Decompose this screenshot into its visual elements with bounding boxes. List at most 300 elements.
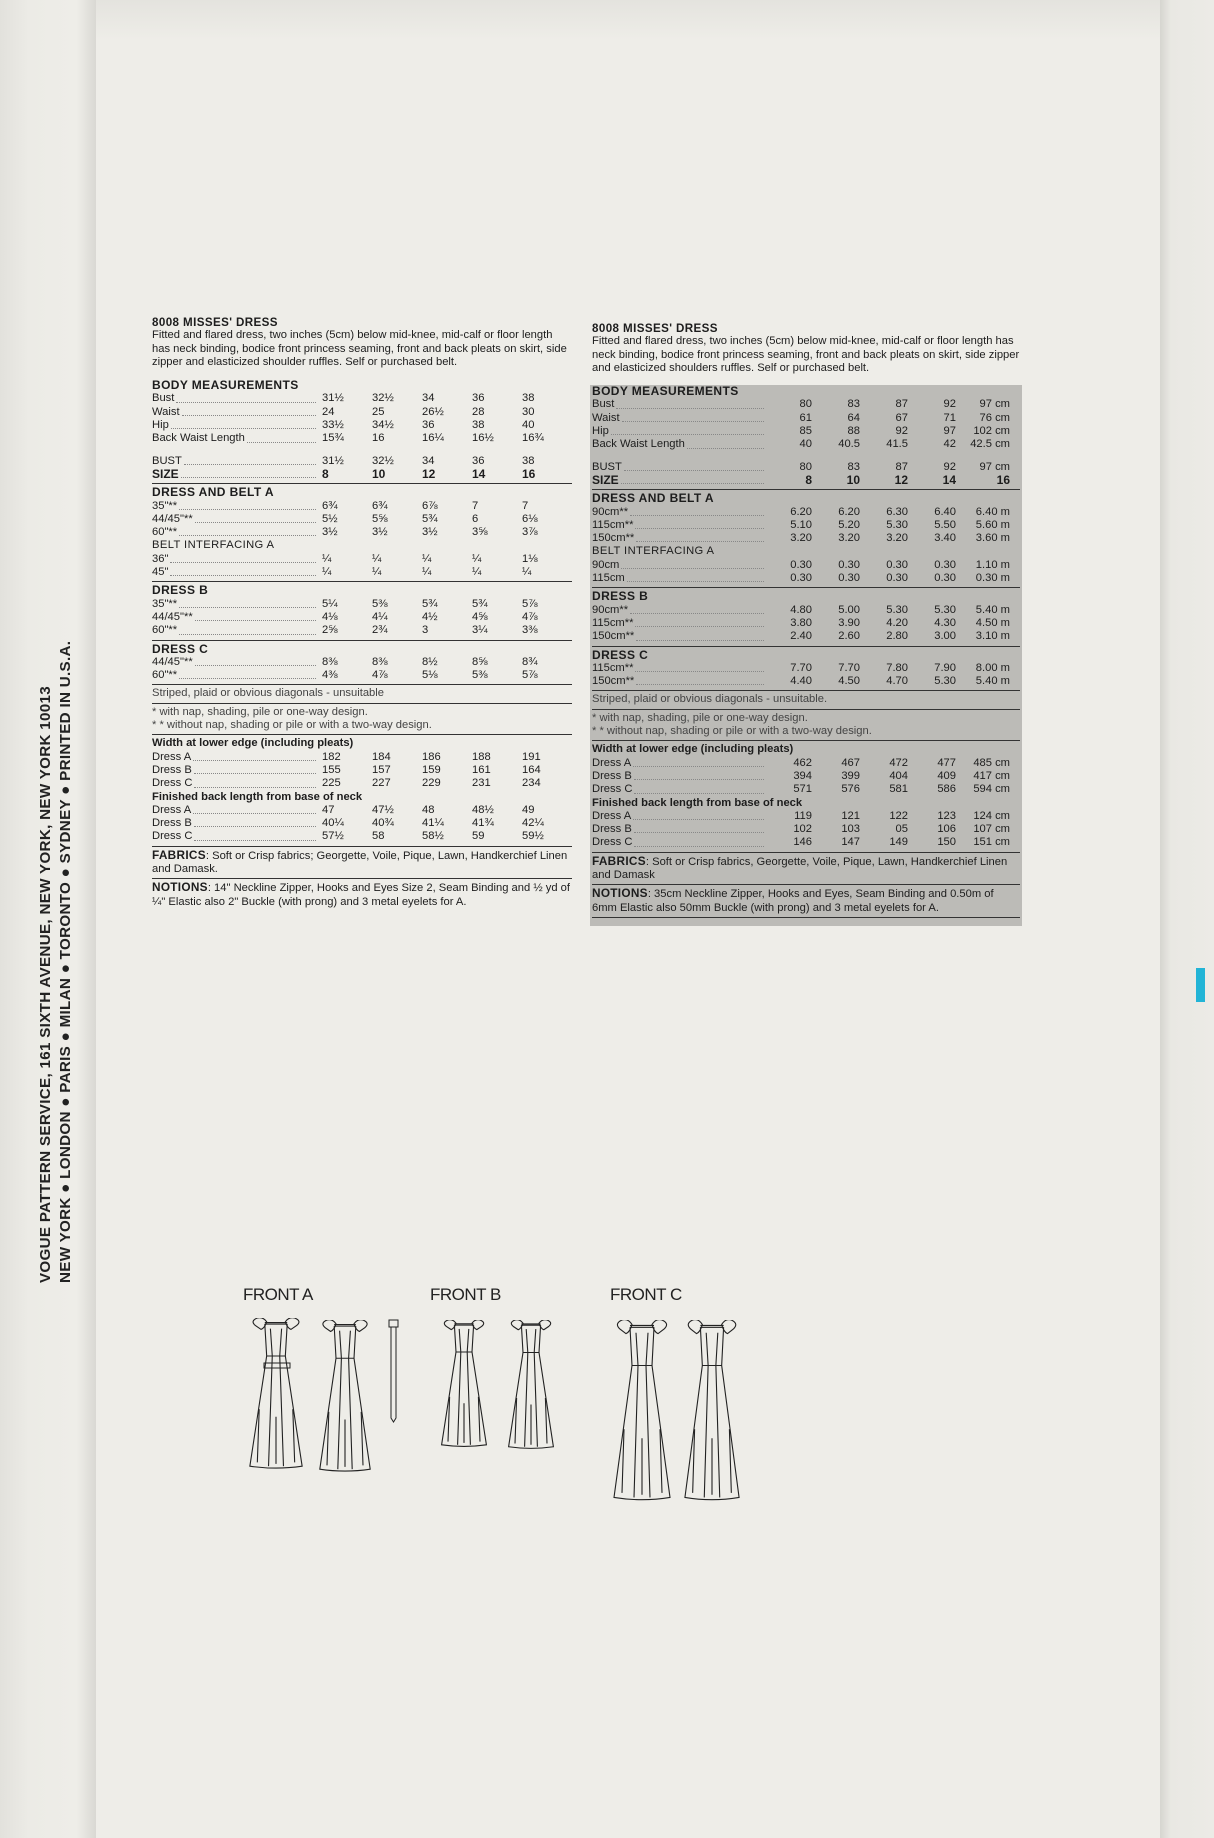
subsection-heading: Width at lower edge (including pleats) xyxy=(152,737,354,750)
row-value: 05 xyxy=(895,823,908,836)
row-value: 40¼ xyxy=(322,817,344,830)
row-label: Dress A xyxy=(592,757,770,770)
row-value: 0.30 xyxy=(838,558,860,571)
table-row xyxy=(152,513,572,526)
row-value: 394 xyxy=(793,769,812,782)
table-row xyxy=(592,675,1020,688)
divider xyxy=(592,489,1020,490)
row-value: 7 xyxy=(522,499,529,512)
row-value: 12 xyxy=(422,466,436,481)
table-row xyxy=(592,572,1020,585)
row-label: 150cm** xyxy=(592,532,770,545)
divider xyxy=(592,709,1020,710)
paragraph-lead: NOTIONS xyxy=(152,880,208,895)
row-value: 40¾ xyxy=(372,817,394,830)
row-value: 7.70 xyxy=(790,661,812,674)
divider xyxy=(592,646,1020,647)
table-row xyxy=(592,398,1020,411)
row-value: 5.40 m xyxy=(975,675,1010,688)
row-value: 157 xyxy=(372,763,391,776)
row-label: 150cm** xyxy=(592,675,770,688)
row-value: 58½ xyxy=(422,830,444,843)
row-value: 5⅜ xyxy=(372,597,388,610)
row-value: ¼ xyxy=(372,552,382,565)
row-label: 60"** xyxy=(152,669,322,682)
row-value: 67 xyxy=(895,411,908,424)
row-value: 3.60 m xyxy=(975,532,1010,545)
table-row xyxy=(592,617,1020,630)
row-value: 83 xyxy=(847,460,860,473)
paragraph-text: : Soft or Crisp fabrics, Georgette, Voile, Pique, Lawn, Handkerchief Linen and Damask xyxy=(592,855,1008,881)
row-value: 5.20 xyxy=(838,518,860,531)
row-value: 182 xyxy=(322,750,341,763)
row-label: Dress B xyxy=(152,817,322,830)
row-label: Back Waist Length xyxy=(152,432,322,445)
row-value: 40 xyxy=(522,419,535,432)
row-value: 5.40 m xyxy=(975,603,1010,616)
row-value: 2.80 xyxy=(886,630,908,643)
table-row xyxy=(592,810,1020,823)
section-heading: DRESS B xyxy=(592,589,649,604)
row-value: 5.00 xyxy=(838,603,860,616)
row-label: 45" xyxy=(152,566,322,579)
row-value: 149 xyxy=(889,836,908,849)
row-value: 8⅜ xyxy=(372,655,388,668)
divider xyxy=(152,846,572,847)
row-label: Dress C xyxy=(152,777,322,790)
row-value: 122 xyxy=(889,809,908,822)
table-row xyxy=(152,419,572,432)
row-value: 16¾ xyxy=(522,432,544,445)
row-value: 3.90 xyxy=(838,616,860,629)
row-value: 5¾ xyxy=(472,597,488,610)
divider xyxy=(152,640,572,641)
spacer xyxy=(152,446,572,455)
row-value: 92 xyxy=(943,460,956,473)
dress-b-front-illustration xyxy=(440,1320,488,1448)
publisher-side-text xyxy=(36,520,76,1283)
divider xyxy=(592,852,1020,853)
row-value: 36 xyxy=(472,392,485,405)
row-label: Bust xyxy=(152,392,322,405)
paragraph-text: : Soft or Crisp fabrics; Georgette, Voile, Pique, Lawn, Handkerchief Linen and Damask. xyxy=(152,849,568,875)
row-value: 4.40 xyxy=(790,675,812,688)
paragraph-lead: FABRICS xyxy=(152,847,206,862)
divider xyxy=(592,587,1020,588)
row-value: 4.50 m xyxy=(975,616,1010,629)
row-value: 38 xyxy=(522,454,535,467)
dress-a-alt-illustration xyxy=(318,1320,372,1473)
table-row xyxy=(592,770,1020,783)
row-value: 40 xyxy=(799,438,812,451)
table-row xyxy=(152,764,572,777)
spacer xyxy=(592,452,1020,461)
table-row xyxy=(152,468,572,481)
paragraph-lead: FABRICS xyxy=(592,853,646,868)
row-value: 14 xyxy=(472,466,486,481)
row-value: 48 xyxy=(422,803,435,816)
row-label: Hip xyxy=(592,425,770,438)
row-label: Bust xyxy=(592,398,770,411)
row-value: 5.60 m xyxy=(975,518,1010,531)
row-value: 8¾ xyxy=(522,655,538,668)
row-value: 0.30 xyxy=(886,572,908,585)
row-label: 35"** xyxy=(152,500,322,513)
row-value: 5½ xyxy=(322,512,338,525)
row-value: 16½ xyxy=(472,432,494,445)
row-value: 42¼ xyxy=(522,817,544,830)
section-heading: DRESS AND BELT A xyxy=(152,485,274,500)
row-value: 5¼ xyxy=(322,597,338,610)
row-value: 485 cm xyxy=(973,756,1010,769)
row-value: 3 xyxy=(422,624,429,637)
row-label: Dress C xyxy=(592,836,770,849)
row-value: 4⅞ xyxy=(522,610,538,623)
notes-paragraph xyxy=(152,849,572,877)
divider xyxy=(152,684,572,685)
row-value: 47½ xyxy=(372,803,394,816)
footnote: Striped, plaid or obvious diagonals - unsuitable. xyxy=(592,693,828,706)
section-heading: DRESS C xyxy=(592,647,649,662)
row-label: 36" xyxy=(152,553,322,566)
table-row xyxy=(592,757,1020,770)
row-value: 4¼ xyxy=(372,610,388,623)
row-value: 92 xyxy=(895,425,908,438)
pattern-title-metric: 8008 MISSES' DRESS xyxy=(592,322,718,335)
row-value: 0.30 xyxy=(790,558,812,571)
row-value: 2¾ xyxy=(372,624,388,637)
divider xyxy=(152,878,572,879)
row-value: 34 xyxy=(422,392,435,405)
row-value: 34½ xyxy=(372,419,394,432)
row-value: 3⅞ xyxy=(522,526,538,539)
section-heading: DRESS AND BELT A xyxy=(592,491,714,506)
section-heading: DRESS B xyxy=(152,583,209,598)
row-value: 3¼ xyxy=(472,624,488,637)
table-row xyxy=(152,566,572,579)
row-value: 26½ xyxy=(422,405,444,418)
row-value: 0.30 xyxy=(886,558,908,571)
row-label: Waist xyxy=(592,412,770,425)
row-value: ¼ xyxy=(472,552,482,565)
row-value: 3⅝ xyxy=(472,526,488,539)
row-value: 8.00 m xyxy=(975,661,1010,674)
row-value: 76 cm xyxy=(979,411,1010,424)
row-value: 12 xyxy=(894,472,908,487)
divider xyxy=(152,483,572,484)
row-value: 6.30 xyxy=(886,505,908,518)
row-value: 5.50 xyxy=(934,518,956,531)
row-value: 159 xyxy=(422,763,441,776)
row-label: BUST xyxy=(592,461,770,474)
row-value: 6⅞ xyxy=(422,499,438,512)
row-value: 87 xyxy=(895,398,908,411)
table-row xyxy=(592,559,1020,572)
row-value: 3.40 xyxy=(934,532,956,545)
row-value: 3½ xyxy=(422,526,438,539)
table-row xyxy=(592,823,1020,836)
row-value: 4.70 xyxy=(886,675,908,688)
row-value: 6.20 xyxy=(790,505,812,518)
subsection-heading: Finished back length from base of neck xyxy=(152,790,363,803)
row-value: 4.20 xyxy=(886,616,908,629)
row-value: 5.30 xyxy=(934,603,956,616)
row-value: 8 xyxy=(322,466,329,481)
row-value: 3.10 m xyxy=(975,630,1010,643)
row-label: 44/45"** xyxy=(152,611,322,624)
row-value: 40.5 xyxy=(838,438,860,451)
row-value: 47 xyxy=(322,803,335,816)
row-value: ¼ xyxy=(322,566,332,579)
row-value: 3.20 xyxy=(886,532,908,545)
row-value: 151 cm xyxy=(973,836,1010,849)
row-value: 3½ xyxy=(322,526,338,539)
row-value: 42.5 cm xyxy=(970,438,1010,451)
row-value: 5⅝ xyxy=(372,512,388,525)
dress-b-alt-illustration xyxy=(507,1320,555,1450)
table-row xyxy=(152,830,572,843)
row-label: Back Waist Length xyxy=(592,438,770,451)
row-value: 8 xyxy=(805,472,812,487)
divider xyxy=(152,581,572,582)
row-value: ¼ xyxy=(322,552,332,565)
row-label: 115cm** xyxy=(592,617,770,630)
row-label: BUST xyxy=(152,455,322,468)
row-value: 92 xyxy=(943,398,956,411)
row-value: 404 xyxy=(889,769,908,782)
row-value: 83 xyxy=(847,398,860,411)
footnote: Striped, plaid or obvious diagonals - unsuitable xyxy=(152,687,384,700)
row-value: 5.10 xyxy=(790,518,812,531)
row-value: 59 xyxy=(472,830,485,843)
row-value: 33½ xyxy=(322,419,344,432)
cyan-tab-mark xyxy=(1196,968,1205,1002)
row-value: 6.20 xyxy=(838,505,860,518)
table-row xyxy=(592,474,1020,487)
row-value: 3⅜ xyxy=(522,624,538,637)
row-value: 477 xyxy=(937,756,956,769)
row-value: 124 cm xyxy=(973,809,1010,822)
divider xyxy=(592,917,1020,918)
table-row xyxy=(152,624,572,637)
dress-a-front-illustration xyxy=(248,1318,304,1470)
row-value: 6¾ xyxy=(322,499,338,512)
table-row xyxy=(592,425,1020,438)
pattern-description: Fitted and flared dress, two inches (5cm) below mid-knee, mid-calf or floor length has neck binding, bodice front princess seaming, front and back pleats on skirt, side zipper and elasticized shoulder ruffles. Self or purchased belt. xyxy=(152,329,567,368)
row-label: 35"** xyxy=(152,598,322,611)
row-value: 7.80 xyxy=(886,661,908,674)
row-value: 150 xyxy=(937,836,956,849)
row-value: 3½ xyxy=(372,526,388,539)
row-value: 121 xyxy=(841,809,860,822)
row-label: 60"** xyxy=(152,624,322,637)
paragraph-text: : 35cm Neckline Zipper, Hooks and Eyes, Seam Binding and 0.50m of 6mm Elastic also 50mm Buckle (with prong) and 3 metal eyelets for A. xyxy=(592,888,994,914)
row-value: ¼ xyxy=(422,552,432,565)
row-value: 0.30 xyxy=(790,572,812,585)
section-heading: DRESS C xyxy=(152,641,209,656)
row-value: 4⅝ xyxy=(472,610,488,623)
row-label: 90cm xyxy=(592,559,770,572)
table-row xyxy=(152,392,572,405)
footnote: * * without nap, shading or pile or with a two-way design. xyxy=(592,725,872,738)
row-label: 60"** xyxy=(152,526,322,539)
row-value: 417 cm xyxy=(973,769,1010,782)
row-value: 5⅞ xyxy=(522,597,538,610)
row-value: 399 xyxy=(841,769,860,782)
row-value: 4⅞ xyxy=(372,669,388,682)
row-label: Waist xyxy=(152,406,322,419)
pattern-description-metric: Fitted and flared dress, two inches (5cm) below mid-knee, mid-calf or floor length has neck binding, bodice front princess seaming, front and back pleats on skirt, side zipper and elasticized shoulders ruffles. Self or purchased belt. xyxy=(592,335,1020,374)
table-row xyxy=(592,461,1020,474)
section-heading: BODY MEASUREMENTS xyxy=(592,384,739,399)
row-value: 36 xyxy=(422,419,435,432)
row-value: 594 cm xyxy=(973,783,1010,796)
publisher-cities: NEW YORK ● LONDON ● PARIS ● MILAN ● TORONTO ● SYDNEY ● PRINTED IN U.S.A. xyxy=(57,640,74,1283)
table-row xyxy=(152,455,572,468)
row-value: 586 xyxy=(937,783,956,796)
row-value: 6¾ xyxy=(372,499,388,512)
pattern-title: 8008 MISSES' DRESS xyxy=(152,316,278,329)
row-value: 146 xyxy=(793,836,812,849)
row-value: 16 xyxy=(996,472,1010,487)
table-row xyxy=(592,412,1020,425)
row-value: 4.30 xyxy=(934,616,956,629)
row-value: ¼ xyxy=(372,566,382,579)
row-value: 32½ xyxy=(372,392,394,405)
row-value: 8⅜ xyxy=(322,655,338,668)
row-value: 191 xyxy=(522,750,541,763)
table-row xyxy=(152,656,572,669)
row-value: 5⅞ xyxy=(522,669,538,682)
row-value: 24 xyxy=(322,405,335,418)
row-label: Dress C xyxy=(152,830,322,843)
row-value: 7 xyxy=(472,499,479,512)
row-value: 4.80 xyxy=(790,603,812,616)
row-value: 2.60 xyxy=(838,630,860,643)
row-value: 6⅛ xyxy=(522,512,538,525)
row-value: 31½ xyxy=(322,454,344,467)
row-value: 15¾ xyxy=(322,432,344,445)
table-row xyxy=(592,783,1020,796)
row-value: 87 xyxy=(895,460,908,473)
row-value: 80 xyxy=(799,398,812,411)
row-value: 155 xyxy=(322,763,341,776)
row-value: 3.20 xyxy=(838,532,860,545)
paragraph-lead: NOTIONS xyxy=(592,886,648,901)
row-value: ¼ xyxy=(422,566,432,579)
row-value: 164 xyxy=(522,763,541,776)
divider xyxy=(152,703,572,704)
row-value: 409 xyxy=(937,769,956,782)
row-value: 80 xyxy=(799,460,812,473)
row-value: 0.30 m xyxy=(975,572,1010,585)
row-value: 229 xyxy=(422,777,441,790)
row-value: 25 xyxy=(372,405,385,418)
row-label: Dress C xyxy=(592,783,770,796)
table-row xyxy=(152,526,572,539)
row-value: 0.30 xyxy=(934,572,956,585)
row-label: Dress A xyxy=(152,751,322,764)
row-value: 57½ xyxy=(322,830,344,843)
row-value: 4½ xyxy=(422,610,438,623)
row-value: 38 xyxy=(472,419,485,432)
table-row xyxy=(152,432,572,445)
row-value: 1.10 m xyxy=(975,558,1010,571)
row-value: 234 xyxy=(522,777,541,790)
row-value: 5⅛ xyxy=(422,669,438,682)
divider xyxy=(592,740,1020,741)
row-value: 8½ xyxy=(422,655,438,668)
row-value: 32½ xyxy=(372,454,394,467)
row-label: 150cm** xyxy=(592,630,770,643)
notes-paragraph xyxy=(152,881,572,909)
row-value: 88 xyxy=(847,425,860,438)
row-value: 576 xyxy=(841,783,860,796)
row-value: 472 xyxy=(889,756,908,769)
paragraph-text: : 14" Neckline Zipper, Hooks and Eyes Size 2, Seam Binding and ½ yd of ¼" Elastic also 2" Buckle (with prong) and 3 metal eyelets for A. xyxy=(152,882,571,908)
row-value: 4⅛ xyxy=(322,610,338,623)
row-value: 8⅝ xyxy=(472,655,488,668)
row-value: 147 xyxy=(841,836,860,849)
row-value: 5.30 xyxy=(934,675,956,688)
row-value: 97 xyxy=(943,425,956,438)
row-value: 2⅝ xyxy=(322,624,338,637)
section-heading: BODY MEASUREMENTS xyxy=(152,378,299,393)
row-value: 48½ xyxy=(472,803,494,816)
publisher-address: VOGUE PATTERN SERVICE, 161 SIXTH AVENUE, NEW YORK, NEW YORK 10013 xyxy=(37,685,54,1283)
table-row xyxy=(152,817,572,830)
row-value: 3.80 xyxy=(790,616,812,629)
front-a-label: FRONT A xyxy=(243,1285,313,1304)
row-value: 7.90 xyxy=(934,661,956,674)
row-label: Dress A xyxy=(592,810,770,823)
dress-c-front-illustration xyxy=(612,1320,672,1502)
table-row xyxy=(152,751,572,764)
table-row xyxy=(152,406,572,419)
row-label: Dress A xyxy=(152,804,322,817)
table-row xyxy=(592,662,1020,675)
row-value: 0.30 xyxy=(934,558,956,571)
front-b-label: FRONT B xyxy=(430,1285,501,1304)
row-value: 61 xyxy=(799,411,812,424)
row-label: SIZE xyxy=(152,468,322,481)
row-value: ¼ xyxy=(472,566,482,579)
row-value: 1⅛ xyxy=(522,552,538,565)
row-label: Hip xyxy=(152,419,322,432)
notes-paragraph xyxy=(592,855,1020,883)
row-value: 102 cm xyxy=(973,425,1010,438)
footnote: * with nap, shading, pile or one-way design. xyxy=(592,711,808,724)
notes-paragraph xyxy=(592,887,1020,915)
divider xyxy=(592,690,1020,691)
row-value: 6 xyxy=(472,512,479,525)
row-value: 36 xyxy=(472,454,485,467)
imperial-chart-column xyxy=(152,316,572,914)
row-value: 97 cm xyxy=(979,460,1010,473)
row-value: 71 xyxy=(943,411,956,424)
row-value: 16 xyxy=(522,466,536,481)
row-label: 115cm** xyxy=(592,662,770,675)
table-row xyxy=(592,519,1020,532)
footnote: * * without nap, shading or pile or with a two-way design. xyxy=(152,719,432,732)
row-value: 467 xyxy=(841,756,860,769)
metric-yardage-table xyxy=(590,385,1022,926)
footnote: * with nap, shading, pile or one-way design. xyxy=(152,705,368,718)
row-value: 38 xyxy=(522,392,535,405)
table-row xyxy=(592,438,1020,451)
row-value: 3.00 xyxy=(934,630,956,643)
row-value: 31½ xyxy=(322,392,344,405)
